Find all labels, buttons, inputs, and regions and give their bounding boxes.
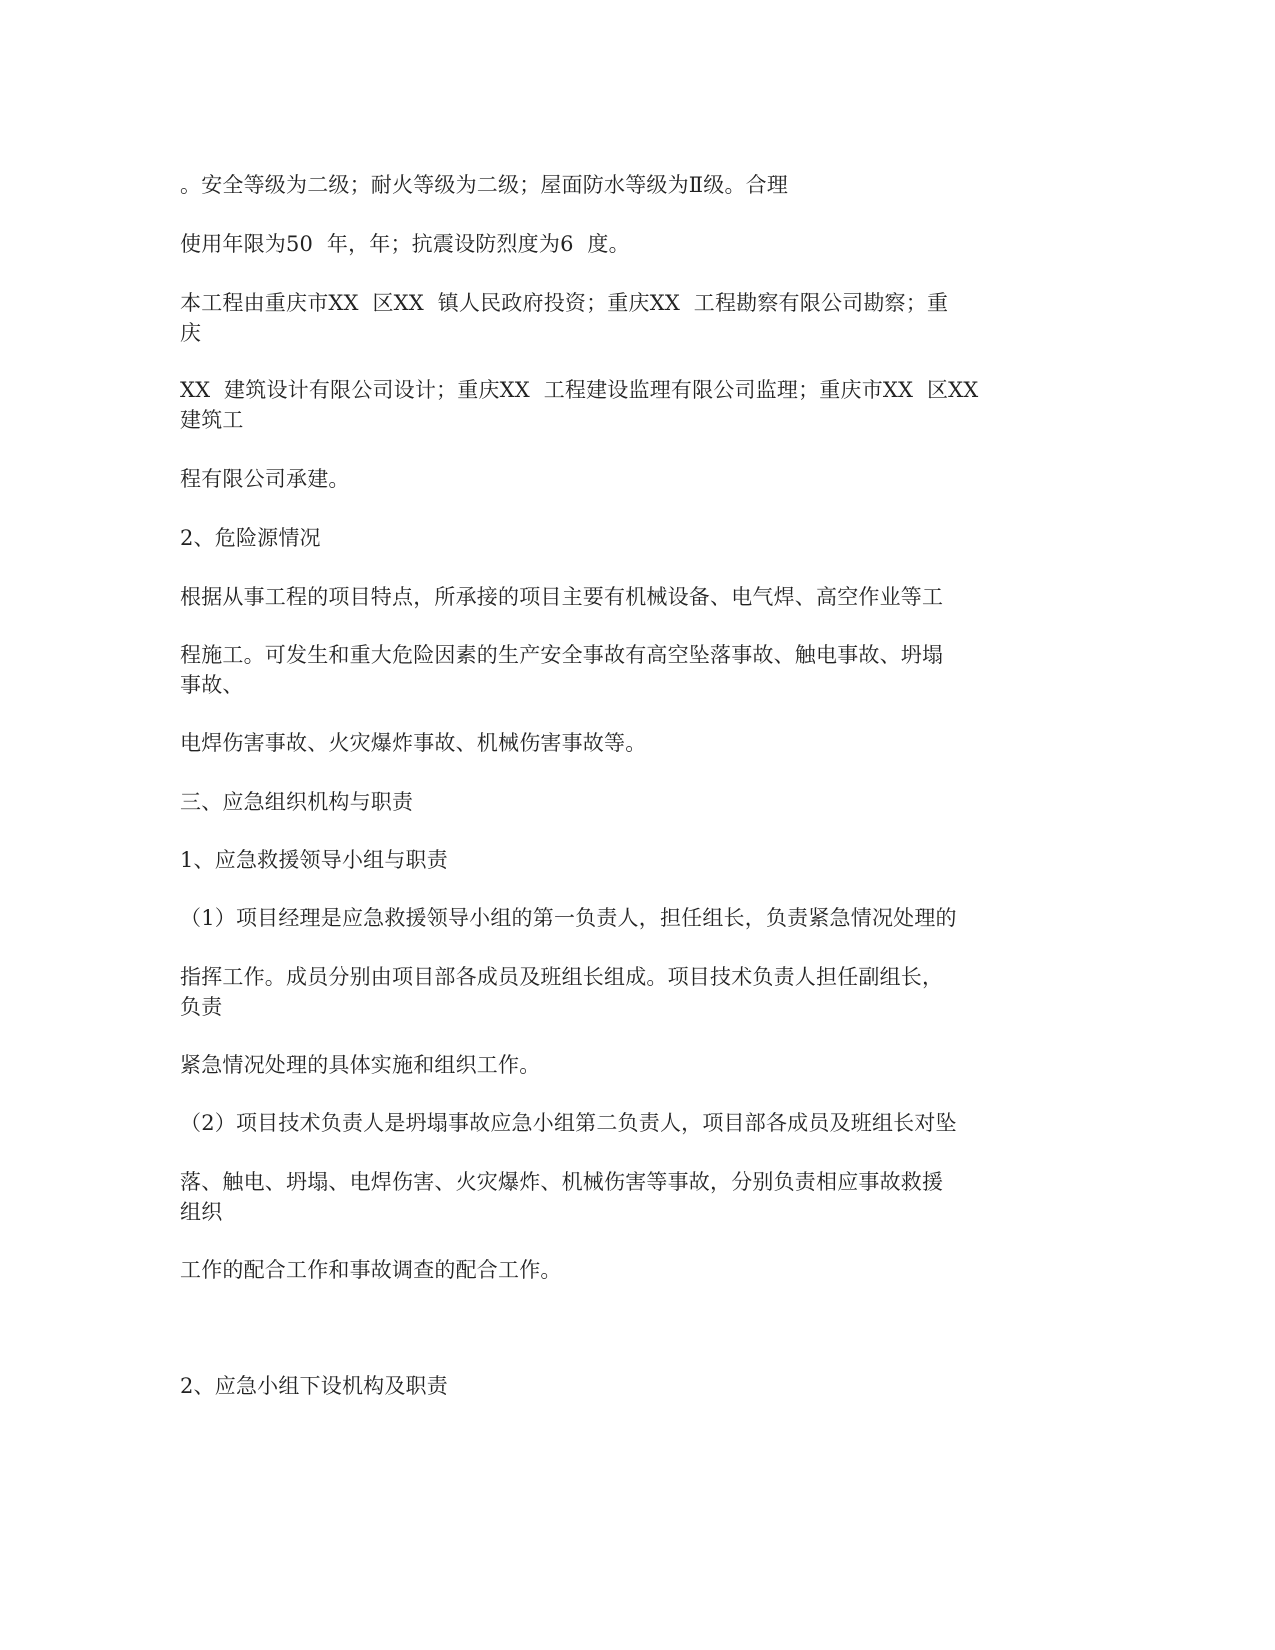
paragraph-line: 根据从事工程的项目特点，所承接的项目主要有机械设备、电气焊、高空作业等工: [180, 585, 944, 609]
section-heading: 1、应急救援领导小组与职责: [180, 848, 448, 872]
paragraph-line: XX 建筑设计有限公司设计；重庆XX 工程建设监理有限公司监理；重庆市XX 区XX 建筑工: [180, 378, 979, 432]
paragraph-line: 指挥工作。成员分别由项目部各成员及班组长组成。项目技术负责人担任副组长， 负责: [180, 965, 944, 1019]
paragraph-line: 工作的配合工作和事故调查的配合工作。: [180, 1258, 562, 1282]
paragraph-line: 程施工。可发生和重大危险因素的生产安全事故有高空坠落事故、触电事故、坍塌 事故、: [180, 643, 944, 697]
paragraph-line: 落、触电、坍塌、电焊伤害、火灾爆炸、机械伤害等事故，分别负责相应事故救援 组织: [180, 1170, 944, 1224]
paragraph-line: 电焊伤害事故、火灾爆炸事故、机械伤害事故等。: [180, 731, 647, 755]
paragraph-line: 。安全等级为二级；耐火等级为二级；屋面防水等级为Ⅱ级。合理: [180, 173, 789, 197]
paragraph-line: （2）项目技术负责人是坍塌事故应急小组第二负责人，项目部各成员及班组长对坠: [180, 1111, 957, 1135]
paragraph-line: 紧急情况处理的具体实施和组织工作。: [180, 1053, 541, 1077]
paragraph-line: 程有限公司承建。: [180, 467, 350, 491]
paragraph-line: 本工程由重庆市XX 区XX 镇人民政府投资；重庆XX 工程勘察有限公司勘察；重 庆: [180, 291, 949, 345]
section-heading: 2、应急小组下设机构及职责: [180, 1374, 448, 1398]
section-heading: 三、应急组织机构与职责: [180, 790, 414, 814]
paragraph-line: （1）项目经理是应急救援领导小组的第一负责人，担任组长，负责紧急情况处理的: [180, 906, 957, 930]
section-heading: 2、危险源情况: [180, 526, 321, 550]
paragraph-line: 使用年限为50 年，年；抗震设防烈度为6 度。: [180, 232, 630, 256]
